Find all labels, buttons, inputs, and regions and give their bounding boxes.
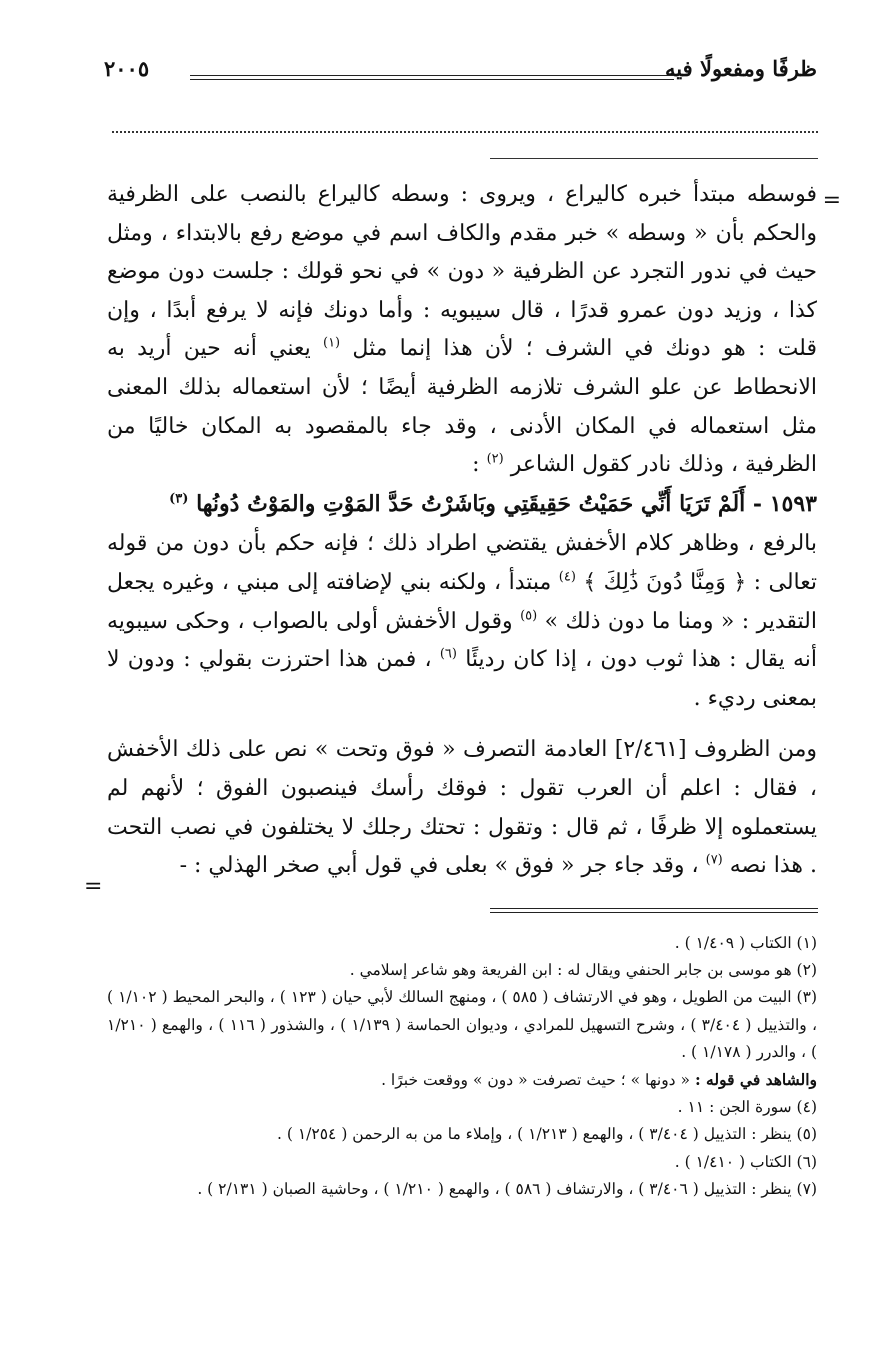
footnote-4: (٤) سورة الجن : ١١ . <box>677 1098 817 1117</box>
footnote-5: (٥) ينظر : التذييل ( ٣/٤٠٤ ) ، والهمع ( ١/٢١٣ ) ، وإملاء ما من به الرحمن ( ١/٢٥٤ ) . <box>277 1125 817 1144</box>
continuation-marker-top: = <box>822 188 841 213</box>
running-header-title: ظرفًا ومفعولًا فيه <box>665 56 817 81</box>
paragraph-3-part-b: ، وقد جاء جر « فوق » بعلى في قول أبي صخر الهذلي : - <box>179 853 699 879</box>
dotted-separator <box>112 131 818 133</box>
footnote-ref-6: (٦) <box>439 646 457 662</box>
footnote-ref-7: (٧) <box>705 852 723 868</box>
paragraph-1-part-a: فوسطه مبتدأ خبره كاليراع ، ويروى : وسطه كاليراع بالنصب على الظرفية والحكم بأن « وسطه » خبر مقدم والكاف اسم في موضع رفع بالابتداء ، ومثل حيث في ندور التجرد عن الظرفية « دون » في نحو قولك : جلست دون موضع كذا ، وزيد دون عمرو قدرًا ، قال سيبويه : وأما دونك فإنه لا يرفع أبدًا ، وإن قلت : هو دونك في الشرف ؛ لأن هذا إنما مثل <box>107 182 817 362</box>
footnote-ref-3: (٣) <box>169 491 189 507</box>
footnote-1: (١) الكتاب ( ١/٤٠٩ ) . <box>674 934 817 952</box>
verse-text: ١٥٩٣ - أَلَمْ تَرَيَا أَنِّي حَمَيْتُ حَقِيقَتِي وبَاشَرْتُ حَدَّ المَوْتِ والمَوْتُ دُونُها <box>196 490 817 517</box>
footnote-2: (٢) هو موسى بن جابر الحنفي ويقال له : ابن الفريعة وهو شاعر إسلامي . <box>349 961 817 980</box>
paragraph-2-part-a: بالرفع ، وظاهر كلام الأخفش يقتضي اطراد ذلك ؛ فإنه حكم بأن دون من قوله تعالى : ﴿ وَمِنَّا دُونَ ذَٰلِكَ ﴾ <box>107 531 817 595</box>
header-double-rule <box>190 75 674 80</box>
main-text <box>107 176 817 886</box>
paragraph-2-part-b: مبتدأ ، ولكنه بني لإضافته إلى مبني ، وغيره يجعل التقدير : « ومنا ما دون ذلك » <box>107 569 817 634</box>
paragraph-2-part-d: ، فمن هذا احترزت بقولي : ودون لا بمعنى رديء . <box>107 647 817 711</box>
footnote-ref-4: (٤) <box>558 569 576 585</box>
paragraph-2-part-c: وقول الأخفش أولى بالصواب ، وحكى سيبويه أنه يقال : هذا ثوب دون ، إذا كان رديئًا <box>107 608 817 673</box>
paragraph-2 <box>107 525 817 718</box>
paragraph-1-colon: : <box>472 452 480 478</box>
footnote-ref-1: (١) <box>322 336 341 352</box>
paragraph-3-part-a: ومن الظروف [٢/٤٦١] العادمة التصرف « فوق وتحت » نص على ذلك الأخفش ، فقال : اعلم أن العرب تقول : فوقك رأسك فينصبون الفوق ؛ لأنهم لم يستعملوه إلا ظرفًا ، ثم قال : وتقول : تحتك رجلك لا يختلفون في نصب التحت . هذا نصه <box>107 737 817 879</box>
footnote-ref-5: (٥) <box>520 608 538 624</box>
poetry-verse-1593 <box>107 485 817 524</box>
paragraph-1-part-b: يعني أنه حين أريد به الانحطاط عن علو الشرف تلازمه الظرفية أيضًا ؛ لأن استعماله بذلك المعنى مثل استعماله في المكان الأدنى ، وقد جاء بالمقصود به المكان خاليًا من الظرفية ، وذلك نادر كقول الشاعر <box>107 336 817 478</box>
footnote-7: (٧) ينظر : التذييل ( ٣/٤٠٦ ) ، والارتشاف ( ٥٨٦ ) ، والهمع ( ١/٢١٠ ) ، وحاشية الصبان ( ٢/١٣١ ) . <box>197 1179 817 1198</box>
page-number: ٢٠٠٥ <box>104 56 150 81</box>
paragraph-1 <box>107 176 817 485</box>
continuation-marker-bottom: = <box>84 874 103 899</box>
footnote-3: (٣) البيت من الطويل ، وهو في الارتشاف ( ٥٨٥ ) ، ومنهج السالك لأبي حيان ( ١٢٣ ) ، والبحر المحيط ( ١/١٠٢ ) ، والتذييل ( ٣/٤٠٤ ) ، وشرح التسهيل للمرادي ، وديوان الحماسة ( ١/١٣٩ ) ، والشذور ( ١١٦ ) ، والهمع ( ١/٢١٠ ) ، والدرر ( ١/١٧٨ ) . <box>107 988 818 1061</box>
footnotes <box>107 930 817 1203</box>
witness-label: والشاهد في قوله : <box>694 1070 817 1090</box>
footnote-ref-2: (٢) <box>486 451 504 467</box>
paragraph-3 <box>107 731 817 885</box>
footnote-separator <box>490 908 818 913</box>
continuation-rule <box>490 158 818 159</box>
footnote-6: (٦) الكتاب ( ١/٤١٠ ) . <box>674 1152 817 1171</box>
witness-text: « دونها » ؛ حيث تصرفت « دون » ووقعت خبرًا . <box>381 1071 690 1090</box>
footnote-3-witness <box>107 1066 817 1094</box>
